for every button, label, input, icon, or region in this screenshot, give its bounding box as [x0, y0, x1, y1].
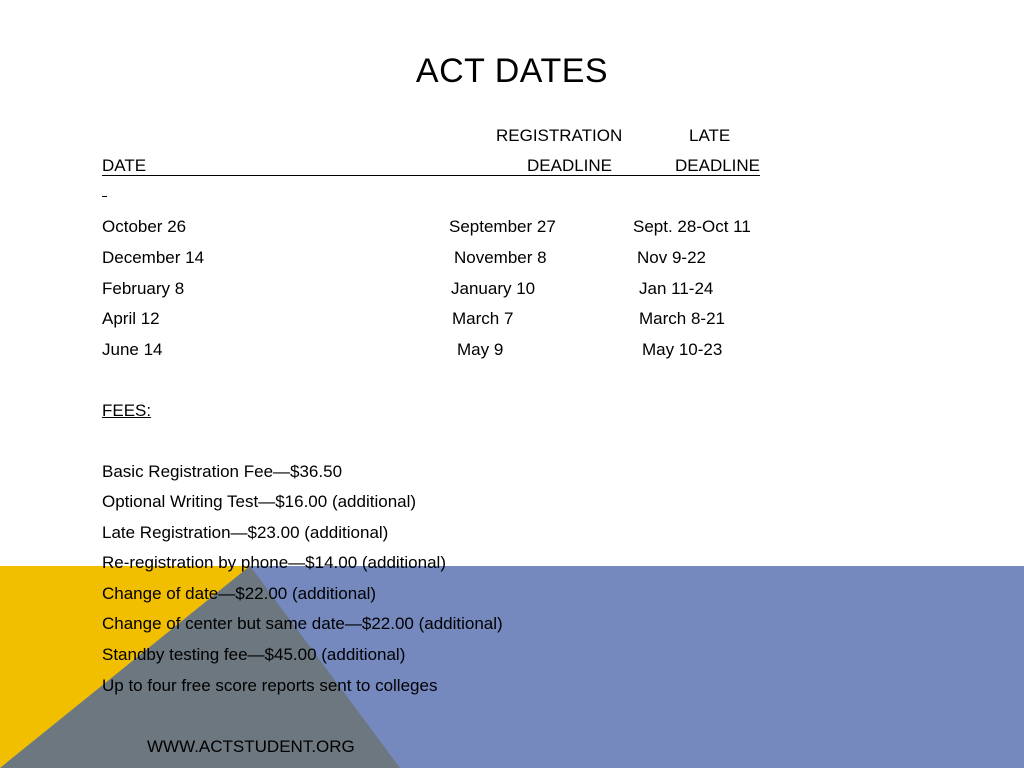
- header-late: LATE: [689, 126, 731, 145]
- header-registration: REGISTRATION: [496, 126, 623, 145]
- fee-item: Basic Registration Fee—$36.50: [102, 462, 343, 481]
- fee-item: Change of center but same date—$22.00 (additional): [102, 614, 503, 633]
- table-row-late-deadline: May 10-23: [642, 340, 723, 359]
- table-row-registration-deadline: November 8: [454, 248, 547, 267]
- slide-title: ACT DATES: [415, 52, 609, 90]
- table-row-late-deadline: Sept. 28-Oct 11: [633, 217, 751, 236]
- fees-heading: FEES:: [102, 401, 152, 420]
- table-row-late-deadline: Jan 11-24: [639, 279, 714, 298]
- header-deadline-registration: DEADLINE: [527, 156, 613, 175]
- table-row-date: December 14: [102, 248, 205, 267]
- table-row-date: February 8: [102, 279, 185, 298]
- fee-item: Standby testing fee—$45.00 (additional): [102, 645, 406, 664]
- table-row-date: April 12: [102, 309, 160, 328]
- fee-item: Late Registration—$23.00 (additional): [102, 523, 389, 542]
- act-website-link[interactable]: WWW.ACTSTUDENT.ORG: [147, 737, 355, 756]
- table-row-registration-deadline: May 9: [457, 340, 504, 359]
- fee-item: Re-registration by phone—$14.00 (additional): [102, 553, 446, 572]
- table-row-registration-deadline: January 10: [451, 279, 536, 298]
- table-row-date: June 14: [102, 340, 163, 359]
- fee-item: Change of date—$22.00 (additional): [102, 584, 377, 603]
- header-underline: [102, 175, 760, 176]
- fee-item: Optional Writing Test—$16.00 (additional): [102, 492, 417, 511]
- table-row-late-deadline: Nov 9-22: [637, 248, 706, 267]
- table-row-late-deadline: March 8-21: [639, 309, 725, 328]
- separator-dash: [102, 196, 107, 197]
- fee-item: Up to four free score reports sent to colleges: [102, 676, 438, 695]
- header-date: DATE: [102, 156, 147, 175]
- table-row-registration-deadline: September 27: [449, 217, 556, 236]
- header-deadline-late: DEADLINE: [675, 156, 761, 175]
- table-row-registration-deadline: March 7: [452, 309, 514, 328]
- table-row-date: October 26: [102, 217, 187, 236]
